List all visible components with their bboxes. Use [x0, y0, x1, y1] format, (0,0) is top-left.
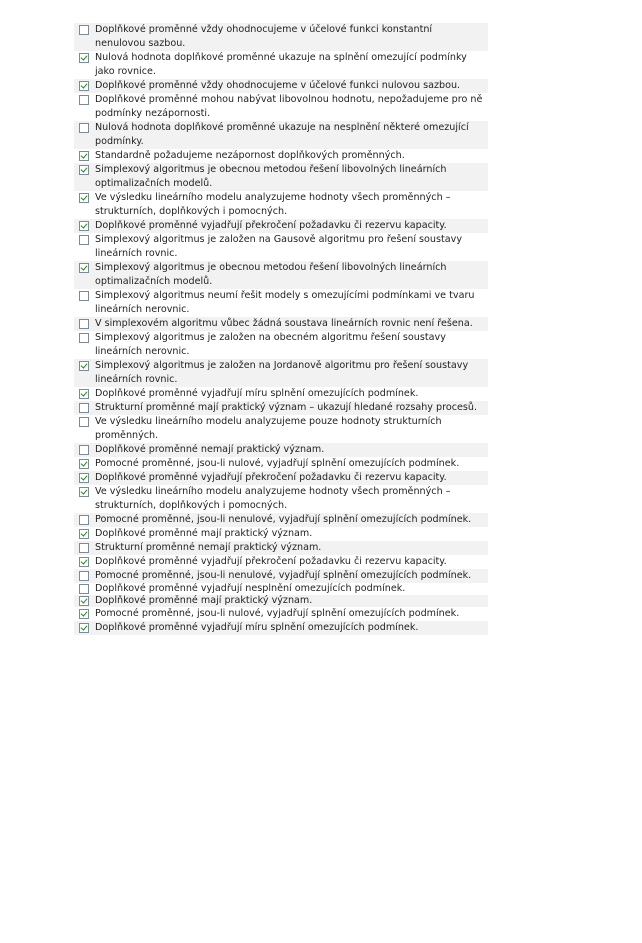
item-text: Doplňkové proměnné mají praktický význam.: [95, 595, 313, 606]
checkbox[interactable]: [79, 445, 89, 455]
checkbox[interactable]: [79, 623, 89, 633]
checkbox[interactable]: [79, 515, 89, 525]
list-item: [74, 317, 488, 331]
list-item: [74, 51, 488, 79]
item-text: Simplexový algoritmus je založen na Jordanově algoritmu pro řešení soustavy lineárních rovnic.: [95, 360, 469, 385]
item-text: V simplexovém algoritmu vůbec žádná soustava lineárních rovnic není řešena.: [95, 318, 473, 329]
list-item: [74, 261, 488, 289]
list-item: [74, 163, 488, 191]
checkbox[interactable]: [79, 543, 89, 553]
checkbox[interactable]: [79, 487, 89, 497]
item-text: Doplňkové proměnné vždy ohodnocujeme v účelové funkci nulovou sazbou.: [95, 80, 461, 91]
list-item: [74, 121, 488, 149]
checkbox[interactable]: [79, 221, 89, 231]
checkbox[interactable]: [79, 165, 89, 175]
list-item: [74, 471, 488, 485]
checkbox[interactable]: [79, 584, 89, 594]
list-item: [74, 513, 488, 527]
checkbox[interactable]: [79, 529, 89, 539]
item-text: Simplexový algoritmus je obecnou metodou řešení libovolných lineárních optimalizačních modelů.: [95, 262, 447, 287]
item-text: Doplňkové proměnné vyjadřují míru splnění omezujících podmínek.: [95, 622, 419, 633]
list-item: [74, 527, 488, 541]
item-text: Pomocné proměnné, jsou-li nenulové, vyjadřují splnění omezujících podmínek.: [95, 570, 472, 581]
answer-checklist: [74, 23, 488, 635]
list-item: [74, 415, 488, 443]
item-text: Doplňkové proměnné nemají praktický význam.: [95, 444, 325, 455]
list-item: [74, 149, 488, 163]
item-text: Strukturní proměnné nemají praktický význam.: [95, 542, 322, 553]
checkbox[interactable]: [79, 319, 89, 329]
item-text: Doplňkové proměnné vyjadřují překročení požadavku či rezervu kapacity.: [95, 220, 447, 231]
checkbox[interactable]: [79, 95, 89, 105]
list-item: [74, 93, 488, 121]
item-text: Doplňkové proměnné vyjadřují nesplnění omezujících podmínek.: [95, 583, 406, 594]
list-item: [74, 359, 488, 387]
item-text: Pomocné proměnné, jsou-li nulové, vyjadřují splnění omezujících podmínek.: [95, 608, 460, 619]
item-text: Pomocné proměnné, jsou-li nenulové, vyjadřují splnění omezujících podmínek.: [95, 514, 472, 525]
list-item: [74, 387, 488, 401]
list-item: [74, 289, 488, 317]
checkbox[interactable]: [79, 609, 89, 619]
item-text: Simplexový algoritmus neumí řešit modely s omezujícími podmínkami ve tvaru lineárních nerovnic.: [95, 290, 475, 315]
checkbox[interactable]: [79, 123, 89, 133]
item-text: Pomocné proměnné, jsou-li nulové, vyjadřují splnění omezujících podmínek.: [95, 458, 460, 469]
list-item: [74, 23, 488, 51]
item-text: Doplňkové proměnné vždy ohodnocujeme v účelové funkci konstantní nenulovou sazbou.: [95, 24, 433, 49]
item-text: Simplexový algoritmus je založen na Gausově algoritmu pro řešení soustavy lineárních rovnic.: [95, 234, 462, 259]
checkbox[interactable]: [79, 25, 89, 35]
item-text: Doplňkové proměnné mají praktický význam.: [95, 528, 313, 539]
item-text: Doplňkové proměnné vyjadřují překročení požadavku či rezervu kapacity.: [95, 556, 447, 567]
list-item: [74, 401, 488, 415]
checkbox[interactable]: [79, 53, 89, 63]
checkbox[interactable]: [79, 81, 89, 91]
item-text: Ve výsledku lineárního modelu analyzujeme pouze hodnoty strukturních proměnných.: [95, 416, 442, 441]
checkbox[interactable]: [79, 557, 89, 567]
list-item: [74, 583, 488, 595]
checkbox[interactable]: [79, 417, 89, 427]
item-text: Standardně požadujeme nezápornost doplňkových proměnných.: [95, 150, 405, 161]
item-text: Ve výsledku lineárního modelu analyzujeme hodnoty všech proměnných – strukturních, doplňkových i pomocných.: [95, 192, 451, 217]
list-item: [74, 607, 488, 621]
item-text: Doplňkové proměnné vyjadřují míru splnění omezujících podmínek.: [95, 388, 419, 399]
list-item: [74, 621, 488, 635]
list-item: [74, 443, 488, 457]
list-item: [74, 555, 488, 569]
checkbox[interactable]: [79, 263, 89, 273]
list-item: [74, 191, 488, 219]
checkbox[interactable]: [79, 235, 89, 245]
item-text: Strukturní proměnné mají praktický význam – ukazují hledané rozsahy procesů.: [95, 402, 478, 413]
checkbox[interactable]: [79, 459, 89, 469]
checkbox[interactable]: [79, 361, 89, 371]
item-text: Ve výsledku lineárního modelu analyzujeme hodnoty všech proměnných – strukturních, doplňkových i pomocných.: [95, 486, 451, 511]
list-item: [74, 457, 488, 471]
list-item: [74, 569, 488, 583]
item-text: Doplňkové proměnné mohou nabývat libovolnou hodnotu, nepožadujeme pro ně podmínky nezápornosti.: [95, 94, 483, 119]
list-item: [74, 219, 488, 233]
item-text: Nulová hodnota doplňkové proměnné ukazuje na nesplnění některé omezující podmínky.: [95, 122, 469, 147]
item-text: Simplexový algoritmus je založen na obecném algoritmu řešení soustavy lineárních nerovnic.: [95, 332, 446, 357]
checkbox[interactable]: [79, 151, 89, 161]
checkbox[interactable]: [79, 596, 89, 606]
item-text: Nulová hodnota doplňkové proměnné ukazuje na splnění omezující podmínky jako rovnice.: [95, 52, 467, 77]
list-item: [74, 541, 488, 555]
item-text: Simplexový algoritmus je obecnou metodou řešení libovolných lineárních optimalizačních modelů.: [95, 164, 447, 189]
checkbox[interactable]: [79, 473, 89, 483]
item-text: Doplňkové proměnné vyjadřují překročení požadavku či rezervu kapacity.: [95, 472, 447, 483]
checkbox[interactable]: [79, 291, 89, 301]
list-item: [74, 233, 488, 261]
checkbox[interactable]: [79, 333, 89, 343]
list-item: [74, 595, 488, 607]
list-item: [74, 79, 488, 93]
checkbox[interactable]: [79, 193, 89, 203]
list-item: [74, 331, 488, 359]
checkbox[interactable]: [79, 389, 89, 399]
checkbox[interactable]: [79, 403, 89, 413]
checkbox[interactable]: [79, 571, 89, 581]
list-item: [74, 485, 488, 513]
